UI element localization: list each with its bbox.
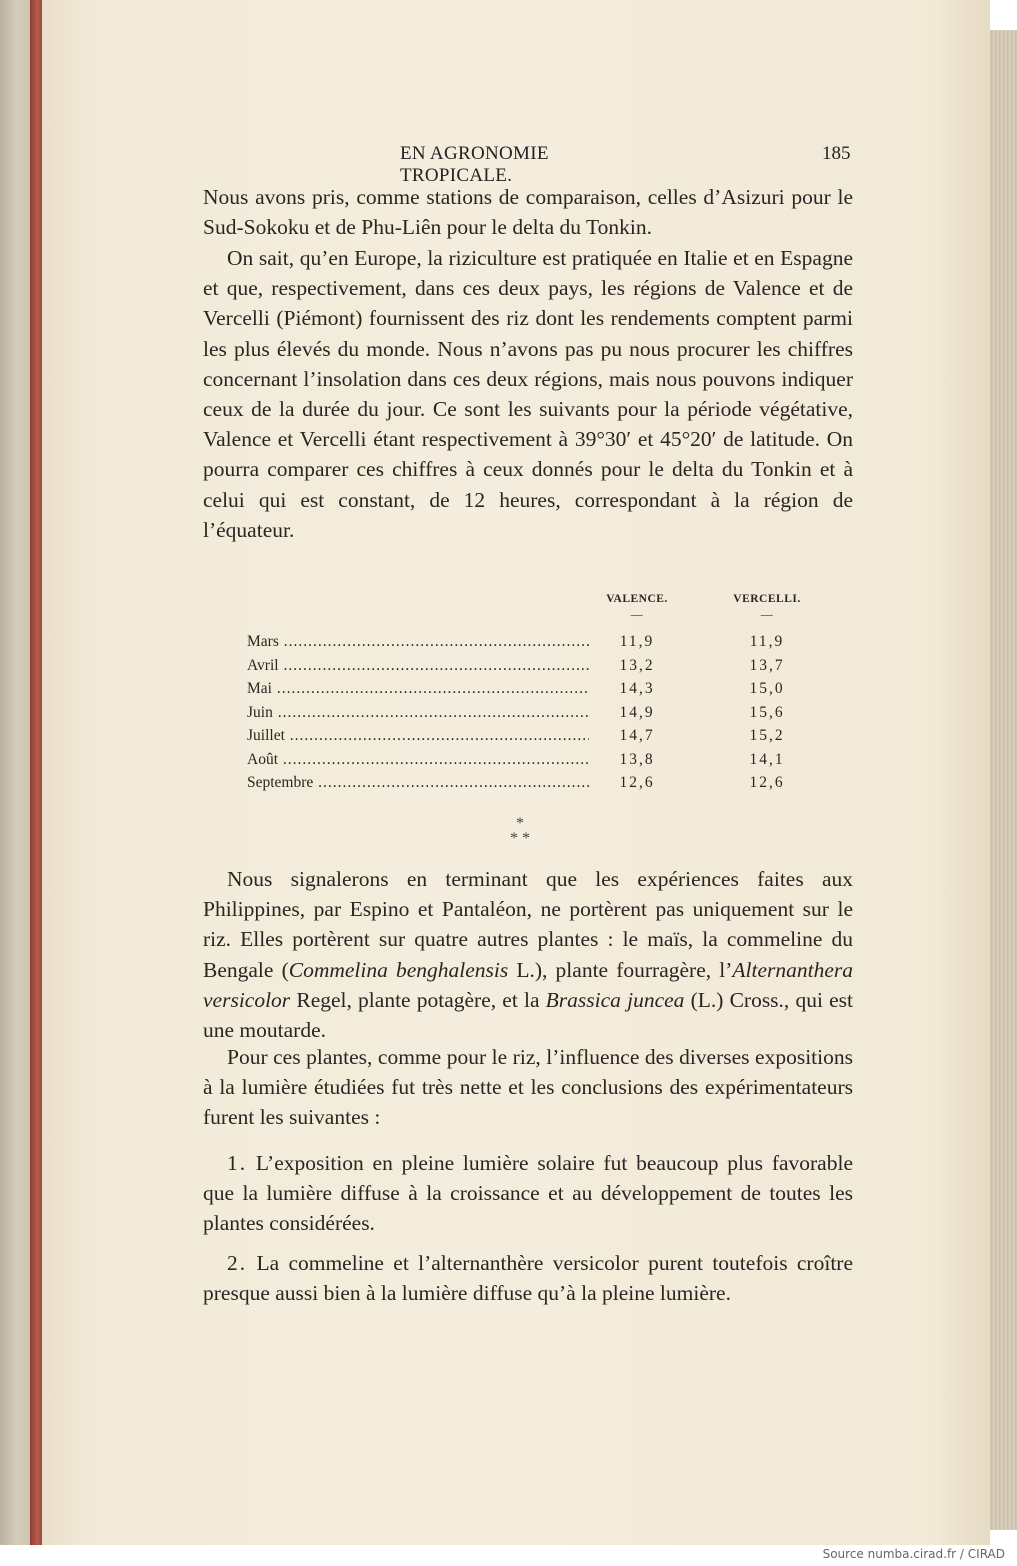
column-dash: — <box>760 607 774 621</box>
conclusion-2-number: 2. <box>227 1251 248 1275</box>
month-label: Juillet ..... <box>247 727 589 745</box>
page-stack-edge <box>990 30 1017 1530</box>
valence-value: 11,9 <box>619 633 655 650</box>
red-page-edge <box>30 0 42 1545</box>
p3-italic-commelina: Commelina benghalensis <box>288 957 509 982</box>
month-label: Avril ..... <box>247 657 589 675</box>
table-row <box>247 727 827 751</box>
table-row <box>247 680 827 704</box>
vercelli-value: 15,6 <box>749 703 785 721</box>
month-label: Septembre ..... <box>247 774 589 792</box>
table-header <box>247 593 827 633</box>
conclusion-1-body: L’exposition en pleine lumière solaire fut beaucoup plus favorable que la lumière diffuse à la croissance et au développement de toutes les plantes considérées. <box>203 1151 853 1236</box>
paragraph-3-text <box>203 864 853 1045</box>
table-row <box>247 657 827 681</box>
asterism-separator <box>490 816 550 846</box>
valence-value: 13,8 <box>619 750 655 768</box>
month-label: Juin ..... <box>247 704 589 722</box>
conclusion-2-body: La commeline et l’alternanthère versicolor purent toutefois croître presque aussi bien à la lumière diffuse qu’à la pleine lumière. <box>203 1251 853 1306</box>
paragraph-1 <box>203 182 853 242</box>
column-header-valence-label: VALENCE. <box>606 593 668 605</box>
conclusion-1-number: 1. <box>227 1151 248 1175</box>
book-binding-left <box>0 0 42 1545</box>
paragraph-4 <box>203 1042 853 1133</box>
conclusion-1-text <box>203 1148 853 1239</box>
valence-value: 12,6 <box>619 774 655 791</box>
paragraph-4-text: Pour ces plantes, comme pour le riz, l’influence des diverses expositions à la lumière étudiées fut très nette et les conclusions des expérimentateurs furent les suivantes : <box>203 1045 853 1130</box>
month-label: Août ..... <box>247 751 589 769</box>
p3-part-c: Regel, plante potagère, et la <box>290 987 546 1012</box>
vercelli-value: 11,9 <box>749 633 785 650</box>
vercelli-value: 15,0 <box>749 680 785 697</box>
conclusion-2-text <box>203 1248 853 1308</box>
asterism-top: * <box>516 815 524 832</box>
running-title: EN AGRONOMIE TROPICALE. <box>400 143 549 186</box>
column-header-vercelli <box>722 593 812 622</box>
paragraph-3 <box>203 864 853 1045</box>
table-row <box>247 774 827 798</box>
column-header-vercelli-label: VERCELLI. <box>733 593 801 605</box>
table-row <box>247 751 827 775</box>
p3-italic-alternanthera: Alternanthera versicolor <box>203 957 853 1012</box>
valence-value: 14,9 <box>619 703 655 721</box>
paragraph-2-text: On sait, qu’en Europe, la riziculture est pratiquée en Italie et en Espagne et que, respectivement, dans ces deux pays, les régions de Valence et de Vercelli (Piémont) fournissent des riz dont les rendements comptent parmi les plus élevés du monde. Nous n’avons pas pu nous procurer les chiffres concernant l’insolation dans ces deux régions, mais nous pouvons indiquer ceux de la durée du jour. Ce sont les suivants pour la période végétative, Valence et Vercelli étant respectivement à 39°30′ et 45°20′ de latitude. On pourra comparer ces chiffres à ceux donnés pour le delta du Tonkin et à celui qui est constant, de 12 heures, correspondant à la région de l’équateur. <box>203 246 853 542</box>
vercelli-value: 12,6 <box>749 774 785 791</box>
table-row <box>247 704 827 728</box>
vercelli-value: 15,2 <box>749 727 785 744</box>
vercelli-value: 14,1 <box>749 750 785 768</box>
p3-part-a: Nous signalerons en terminant que les expériences faites aux Philippines, par Espino et Pantaléon, ne portèrent pas uniquement sur le riz. Elles portèrent sur quatre autres plantes : le maïs, la commeline du Bengale ( <box>203 867 853 982</box>
month-label: Mai ..... <box>247 680 589 698</box>
valence-value: 14,7 <box>619 727 655 744</box>
p3-part-b: L.), plante fourragère, l’ <box>508 957 733 982</box>
asterism-bottom: * * <box>510 830 530 847</box>
paragraph-1-text: Nous avons pris, comme stations de comparaison, celles d’Asizuri pour le Sud-Sokoku et de Phu-Liên pour le delta du Tonkin. <box>203 185 853 240</box>
source-credit: Source numba.cirad.fr / CIRAD <box>822 1547 1005 1561</box>
valence-value: 13,2 <box>619 656 655 674</box>
table-row <box>247 633 827 657</box>
p3-part-d: (L.) Cross., qui est une moutarde. <box>203 987 853 1043</box>
paragraph-2 <box>203 243 853 545</box>
day-length-table <box>247 593 827 798</box>
column-header-valence <box>592 593 682 622</box>
month-label: Mars ..... <box>247 633 589 651</box>
page-number: 185 <box>822 143 851 164</box>
valence-value: 14,3 <box>619 680 655 697</box>
vercelli-value: 13,7 <box>749 656 785 674</box>
conclusion-2 <box>203 1248 853 1308</box>
column-dash: — <box>630 607 644 621</box>
p3-italic-brassica: Brassica juncea <box>545 987 685 1012</box>
conclusion-1 <box>203 1148 853 1239</box>
